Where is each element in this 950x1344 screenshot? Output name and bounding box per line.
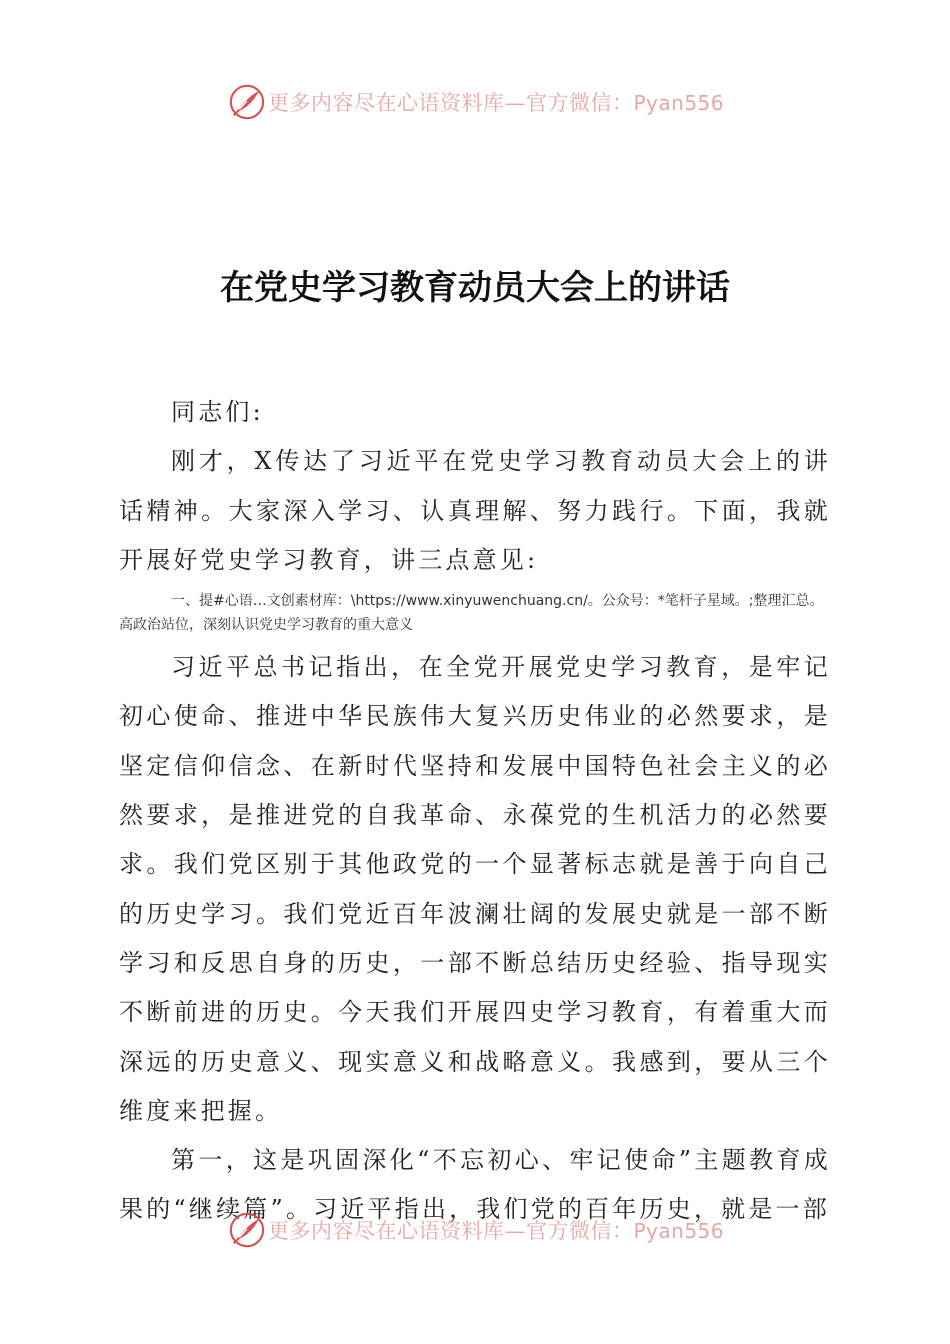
watermark-text: 更多内容尽在心语资料库—官方微信：Pyan556 <box>268 1219 725 1243</box>
header-watermark <box>0 82 950 122</box>
quill-logo-icon <box>228 83 266 121</box>
section-heading-note: 一、提#心语…文创素材库：\https://www.xinyuwenchuang.cn/。公众号：*笔杆子星域。;整理汇总。高政治站位，深刻认识党史学习教育的重大意义 <box>119 593 824 634</box>
page-title: 在党史学习教育动员大会上的讲话 <box>220 268 730 308</box>
quill-logo-icon <box>228 1211 266 1249</box>
greeting: 同志们: <box>171 398 264 426</box>
watermark-text: 更多内容尽在心语资料库—官方微信：Pyan556 <box>268 91 725 115</box>
document-body <box>119 388 831 1235</box>
paragraph-significance: 习近平总书记指出，在全党开展党史学习教育，是牢记初心使命、推进中华民族伟大复兴历史伟业的必然要求，是坚定信仰信念、在新时代坚持和发展中国特色社会主义的必然要求，是推进党的自我革命、永葆党的生机活力的必然要求。我们党区别于其他政党的一个显著标志就是善于向自己的历史学习。我们党近百年波澜壮阔的发展史就是一部不断学习和反思自身的历史，一部不断总结历史经验、指导现实不断前进的历史。今天我们开展四史学习教育，有着重大而深远的历史意义、现实意义和战略意义。我感到，要从三个维度来把握。 <box>119 653 831 1125</box>
footer-watermark <box>0 1210 950 1250</box>
paragraph-intro: 刚才，X传达了习近平在党史学习教育动员大会上的讲话精神。大家深入学习、认真理解、努力践行。下面，我就开展好党史学习教育，讲三点意见: <box>119 447 831 574</box>
paragraph-first-point: 第一，这是巩固深化“不忘初心、牢记使命”主题教育成果的“继续篇”。习近平指出，我们党的百年历史，就是一部 <box>119 1146 831 1224</box>
